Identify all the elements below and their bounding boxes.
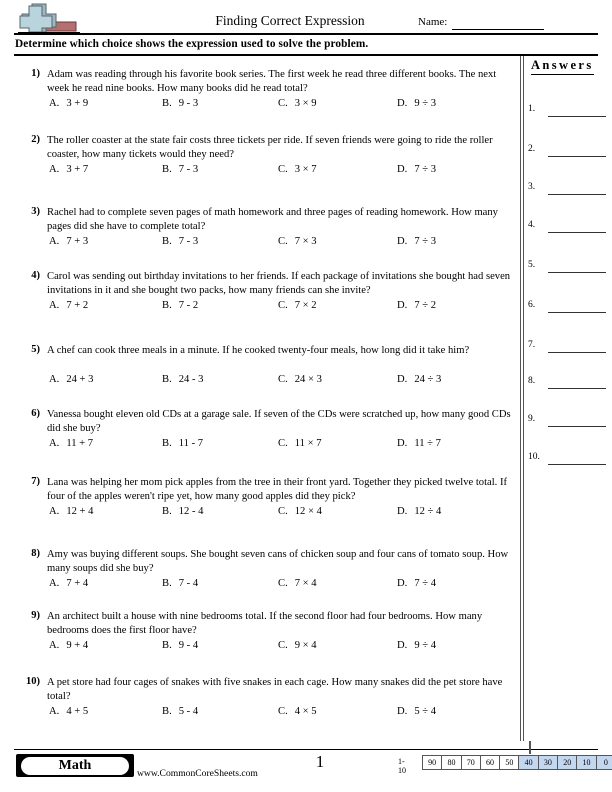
choice-expression: 7 + 2 (66, 300, 89, 311)
choice-expression: 9 - 3 (178, 98, 199, 109)
choice-letter: C. (278, 578, 288, 589)
answer-number: 6. (528, 300, 536, 310)
question-text: An architect built a house with nine bedrooms total. If the second floor had four bedrooms. How many bedrooms does the first floor have? (47, 611, 483, 637)
choice-expression: 24 × 3 (294, 374, 322, 385)
question-number: 6) (31, 408, 40, 419)
choice-letter: A. (49, 236, 60, 247)
choice-expression: 7 ÷ 4 (414, 578, 437, 589)
choice-letter: A. (49, 98, 60, 109)
answer-blank-line[interactable] (548, 232, 606, 233)
choice-letter: A. (49, 706, 60, 717)
choice-letter: B. (162, 706, 172, 717)
choice-expression: 12 + 4 (66, 506, 94, 517)
choice-expression: 24 ÷ 3 (414, 374, 442, 385)
choice-option-b[interactable] (162, 236, 198, 247)
choice-row (47, 164, 513, 178)
choice-option-c[interactable] (278, 438, 322, 449)
choice-letter: D. (397, 164, 408, 175)
answers-divider-outer (520, 56, 521, 741)
choice-row (47, 300, 513, 314)
choice-letter: C. (278, 164, 288, 175)
choice-row (47, 98, 513, 112)
choice-row (47, 374, 513, 388)
choice-letter: C. (278, 236, 288, 247)
score-box-list (423, 755, 612, 770)
choice-expression: 4 × 5 (294, 706, 317, 717)
choice-option-a[interactable] (49, 98, 88, 109)
choice-option-c[interactable] (278, 706, 317, 717)
choice-letter: B. (162, 374, 172, 385)
answer-blank-line[interactable] (548, 156, 606, 157)
choice-option-a[interactable] (49, 300, 88, 311)
choice-expression: 7 + 4 (66, 578, 89, 589)
choice-letter: A. (49, 438, 60, 449)
question-text: Amy was buying different soups. She bought seven cans of chicken soup and four cans of tomato soup. How many soups did she buy? (47, 549, 509, 575)
question-text: Adam was reading through his favorite book series. The first week he read three different books. The next week he read nine books. How many books did he read total? (47, 69, 497, 95)
score-box: 10 (576, 755, 596, 770)
question-number: 7) (31, 476, 40, 487)
choice-option-c[interactable] (278, 300, 317, 311)
choice-expression: 12 × 4 (294, 506, 322, 517)
choice-letter: A. (49, 506, 60, 517)
choice-letter: C. (278, 98, 288, 109)
question-number: 10) (26, 676, 40, 687)
choice-option-c[interactable] (278, 164, 317, 175)
question-number: 9) (31, 610, 40, 621)
choice-option-a[interactable] (49, 706, 88, 717)
choice-letter: A. (49, 300, 60, 311)
answer-row (528, 220, 612, 234)
question-text: Rachel had to complete seven pages of math homework and three pages of reading homework. How many pages did she have to complete total? (47, 207, 498, 233)
answer-row (528, 376, 612, 390)
choice-option-b[interactable] (162, 374, 203, 385)
choice-expression: 9 ÷ 4 (414, 640, 437, 651)
choice-letter: D. (397, 438, 408, 449)
choice-option-b[interactable] (162, 164, 198, 175)
choice-letter: B. (162, 236, 172, 247)
choice-expression: 9 + 4 (66, 640, 89, 651)
choice-expression: 12 ÷ 4 (414, 506, 442, 517)
score-box: 30 (538, 755, 558, 770)
choice-letter: B. (162, 164, 172, 175)
answer-number: 1. (528, 104, 536, 114)
choice-letter: A. (49, 640, 60, 651)
score-box: 0 (596, 755, 612, 770)
answer-row (528, 182, 612, 196)
score-box: 50 (499, 755, 519, 770)
choice-option-a[interactable] (49, 640, 88, 651)
choice-expression: 9 ÷ 3 (414, 98, 437, 109)
question-number: 2) (31, 134, 40, 145)
choice-expression: 24 - 3 (178, 374, 204, 385)
answer-number: 7. (528, 340, 536, 350)
choice-option-d[interactable] (397, 438, 441, 449)
choice-expression: 11 × 7 (294, 438, 322, 449)
answer-number: 4. (528, 220, 536, 230)
choice-letter: D. (397, 640, 408, 651)
choice-option-c[interactable] (278, 506, 322, 517)
instruction-text: Determine which choice shows the expression used to solve the problem. (15, 38, 369, 50)
choice-option-a[interactable] (49, 374, 93, 385)
answer-number: 5. (528, 260, 536, 270)
choice-option-c[interactable] (278, 578, 317, 589)
choice-letter: D. (397, 98, 408, 109)
choice-option-a[interactable] (49, 236, 88, 247)
choice-expression: 3 × 9 (294, 98, 317, 109)
choice-expression: 7 × 2 (294, 300, 317, 311)
answer-number: 9. (528, 414, 536, 424)
score-box: 60 (480, 755, 500, 770)
choice-option-c[interactable] (278, 374, 322, 385)
header-divider (14, 33, 598, 35)
choice-expression: 11 ÷ 7 (414, 438, 441, 449)
choice-expression: 3 + 7 (66, 164, 89, 175)
question-number: 5) (31, 344, 40, 355)
score-box: 20 (557, 755, 577, 770)
plus-block-icon (18, 2, 80, 34)
choice-option-c[interactable] (278, 236, 317, 247)
choice-row (47, 578, 513, 592)
score-box: 70 (461, 755, 481, 770)
page-header (0, 0, 612, 36)
choice-expression: 7 + 3 (66, 236, 89, 247)
question-number: 1) (31, 68, 40, 79)
choice-row (47, 640, 513, 654)
choice-option-d[interactable] (397, 98, 436, 109)
answers-divider-inner (523, 56, 524, 741)
choice-letter: A. (49, 578, 60, 589)
choice-expression: 7 ÷ 3 (414, 164, 437, 175)
answers-heading: Answers (531, 58, 594, 75)
choice-expression: 3 × 7 (294, 164, 317, 175)
choice-letter: C. (278, 640, 288, 651)
score-box: 90 (422, 755, 442, 770)
choice-option-d[interactable] (397, 640, 436, 651)
choice-letter: B. (162, 578, 172, 589)
choice-expression: 7 - 3 (178, 164, 199, 175)
choice-option-b[interactable] (162, 300, 198, 311)
answer-row (528, 452, 612, 466)
score-box: 40 (518, 755, 538, 770)
choice-letter: C. (278, 506, 288, 517)
choice-option-b[interactable] (162, 506, 203, 517)
subject-badge-label: Math (21, 757, 129, 775)
answer-number: 10. (528, 452, 540, 462)
choice-row (47, 706, 513, 720)
choice-expression: 7 - 3 (178, 236, 199, 247)
choice-letter: D. (397, 374, 408, 385)
page-number: 1 (315, 752, 325, 771)
choice-expression: 4 + 5 (66, 706, 89, 717)
choice-letter: D. (397, 506, 408, 517)
answer-row (528, 414, 612, 428)
choice-letter: D. (397, 300, 408, 311)
choice-letter: B. (162, 640, 172, 651)
choice-option-d[interactable] (397, 300, 436, 311)
answer-row (528, 340, 612, 354)
answers-panel (520, 56, 612, 741)
score-scale-tick (529, 741, 531, 754)
choice-letter: B. (162, 300, 172, 311)
choice-letter: C. (278, 300, 288, 311)
answer-blank-line[interactable] (548, 388, 606, 389)
choice-letter: D. (397, 578, 408, 589)
choice-letter: B. (162, 506, 172, 517)
choice-option-a[interactable] (49, 438, 93, 449)
choice-option-d[interactable] (397, 374, 441, 385)
question-text: The roller coaster at the state fair costs three tickets per ride. If seven friends were going to ride the roller coaster, how many tickets would they need? (47, 135, 493, 161)
name-input-line[interactable] (452, 29, 544, 30)
choice-expression: 5 ÷ 4 (414, 706, 437, 717)
question-text: Vanessa bought eleven old CDs at a garage sale. If seven of the CDs were scratched up, how many good CDs did she buy? (47, 409, 511, 435)
answer-row (528, 144, 612, 158)
answer-blank-line[interactable] (548, 426, 606, 427)
choice-letter: D. (397, 706, 408, 717)
site-url: www.CommonCoreSheets.com (137, 768, 258, 779)
choice-letter: C. (278, 706, 288, 717)
question-number: 8) (31, 548, 40, 559)
choice-option-d[interactable] (397, 578, 436, 589)
choice-expression: 7 ÷ 2 (414, 300, 437, 311)
choice-letter: A. (49, 374, 60, 385)
question-text: Carol was sending out birthday invitations to her friends. If each package of invitations she bought had seven invitations in it and she bought two packs, how many friends can she invite? (47, 271, 511, 297)
choice-letter: C. (278, 438, 288, 449)
choice-expression: 24 + 3 (66, 374, 94, 385)
choice-row (47, 506, 513, 520)
choice-option-a[interactable] (49, 164, 88, 175)
choice-option-b[interactable] (162, 640, 198, 651)
answer-blank-line[interactable] (548, 464, 606, 465)
choice-expression: 7 × 3 (294, 236, 317, 247)
answer-number: 8. (528, 376, 536, 386)
choice-option-a[interactable] (49, 578, 88, 589)
choice-row (47, 236, 513, 250)
subject-badge (16, 754, 134, 777)
footer-divider (14, 749, 598, 750)
choice-option-d[interactable] (397, 706, 436, 717)
answer-blank-line[interactable] (548, 352, 606, 353)
choice-option-d[interactable] (397, 164, 436, 175)
answer-blank-line[interactable] (548, 272, 606, 273)
score-range-label: 1-10 (398, 757, 406, 775)
question-text: A chef can cook three meals in a minute. If he cooked twenty-four meals, how long did it take him? (47, 345, 470, 356)
page-title: Finding Correct Expression (215, 13, 365, 28)
answer-row (528, 300, 612, 314)
choice-expression: 12 - 4 (178, 506, 204, 517)
choice-expression: 7 × 4 (294, 578, 317, 589)
choice-expression: 9 - 4 (178, 640, 199, 651)
answer-blank-line[interactable] (548, 312, 606, 313)
answer-blank-line[interactable] (548, 116, 606, 117)
choice-expression: 7 - 4 (178, 578, 199, 589)
choice-option-b[interactable] (162, 98, 198, 109)
choice-option-b[interactable] (162, 438, 203, 449)
answer-row (528, 260, 612, 274)
score-box: 80 (441, 755, 461, 770)
answer-number: 3. (528, 182, 536, 192)
choice-option-a[interactable] (49, 506, 93, 517)
question-text: Lana was helping her mom pick apples from the tree in their front yard. Together they picked twelve total. If four of the apples weren't ripe yet, how many good apples did they pick? (47, 477, 508, 503)
choice-letter: B. (162, 438, 172, 449)
question-number: 3) (31, 206, 40, 217)
answer-blank-line[interactable] (548, 194, 606, 195)
name-label: Name: (418, 16, 448, 28)
choice-letter: A. (49, 164, 60, 175)
choice-option-c[interactable] (278, 640, 317, 651)
choice-expression: 9 × 4 (294, 640, 317, 651)
choice-option-b[interactable] (162, 578, 198, 589)
instruction-divider (14, 54, 598, 56)
choice-option-b[interactable] (162, 706, 198, 717)
choice-expression: 11 - 7 (178, 438, 204, 449)
choice-expression: 5 - 4 (178, 706, 199, 717)
choice-letter: D. (397, 236, 408, 247)
choice-expression: 3 + 9 (66, 98, 89, 109)
question-number: 4) (31, 270, 40, 281)
answer-row (528, 104, 612, 118)
answer-number: 2. (528, 144, 536, 154)
choice-expression: 11 + 7 (66, 438, 94, 449)
choice-option-c[interactable] (278, 98, 317, 109)
choice-option-d[interactable] (397, 506, 441, 517)
choice-expression: 7 ÷ 3 (414, 236, 437, 247)
choice-option-d[interactable] (397, 236, 436, 247)
choice-expression: 7 - 2 (178, 300, 199, 311)
choice-row (47, 438, 513, 452)
question-text: A pet store had four cages of snakes with five snakes in each cage. How many snakes did the pet store have total? (47, 677, 503, 703)
choice-letter: C. (278, 374, 288, 385)
choice-letter: B. (162, 98, 172, 109)
